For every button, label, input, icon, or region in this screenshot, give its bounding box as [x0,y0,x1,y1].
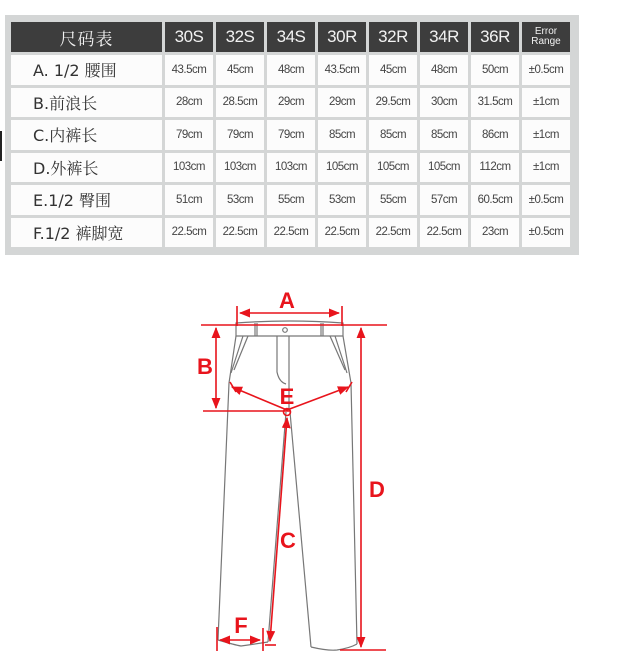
table-cell: 31.5cm [471,88,519,118]
table-cell: 105cm [420,153,468,183]
size-header: 32R [369,22,417,52]
table-cell: 50cm [471,55,519,85]
table-cell: 22.5cm [165,218,213,248]
pants-measurement-diagram [0,270,617,669]
label-b: B [197,354,213,379]
error-cell: ±0.5cm [522,55,570,85]
row-label-front-rise: B.前浪长 [11,88,162,118]
table-cell: 79cm [267,120,315,150]
error-header-line2: Range [531,36,561,47]
table-cell: 43.5cm [318,55,366,85]
label-d: D [369,477,385,502]
table-cell: 103cm [216,153,264,183]
label-e: E [279,384,295,409]
left-edge-mark [0,131,2,161]
table-cell: 53cm [318,185,366,215]
table-cell: 60.5cm [471,185,519,215]
table-cell: 55cm [369,185,417,215]
table-cell: 79cm [165,120,213,150]
table-cell: 28.5cm [216,88,264,118]
table-cell: 85cm [318,120,366,150]
pants-outline [218,321,357,650]
label-a: A [279,288,295,313]
error-cell: ±1cm [522,120,570,150]
error-cell: ±1cm [522,88,570,118]
table-cell: 43.5cm [165,55,213,85]
size-chart-table [11,22,570,247]
table-cell: 103cm [267,153,315,183]
table-cell: 103cm [165,153,213,183]
table-cell: 105cm [318,153,366,183]
table-cell: 23cm [471,218,519,248]
size-header: 30R [318,22,366,52]
row-label-hip: E.1/2 臀围 [11,185,162,215]
row-label-leg-opening: F.1/2 裤脚宽 [11,218,162,248]
label-f: F [234,613,248,638]
table-cell: 29cm [267,88,315,118]
table-cell: 22.5cm [318,218,366,248]
table-cell: 105cm [369,153,417,183]
table-title: 尺码表 [11,22,162,52]
size-header: 30S [165,22,213,52]
measurement-lines [201,306,387,651]
table-cell: 45cm [216,55,264,85]
table-cell: 57cm [420,185,468,215]
error-cell: ±1cm [522,153,570,183]
table-cell: 45cm [369,55,417,85]
table-cell: 53cm [216,185,264,215]
error-header-line1: Error [534,26,558,37]
table-cell: 85cm [420,120,468,150]
table-cell: 79cm [216,120,264,150]
row-label-outseam: D.外裤长 [11,153,162,183]
size-header: 36R [471,22,519,52]
table-cell: 55cm [267,185,315,215]
label-c: C [280,528,296,553]
table-cell: 51cm [165,185,213,215]
row-label-waist: A. 1/2 腰围 [11,55,162,85]
table-cell: 48cm [267,55,315,85]
size-header: 34S [267,22,315,52]
table-cell: 85cm [369,120,417,150]
error-cell: ±0.5cm [522,218,570,248]
table-cell: 28cm [165,88,213,118]
table-cell: 29cm [318,88,366,118]
table-cell: 30cm [420,88,468,118]
table-cell: 22.5cm [216,218,264,248]
error-range-header [522,22,570,52]
table-cell: 48cm [420,55,468,85]
row-label-inseam: C.内裤长 [11,120,162,150]
table-cell: 22.5cm [369,218,417,248]
table-cell: 22.5cm [267,218,315,248]
table-cell: 29.5cm [369,88,417,118]
size-header: 34R [420,22,468,52]
size-header: 32S [216,22,264,52]
error-cell: ±0.5cm [522,185,570,215]
table-cell: 22.5cm [420,218,468,248]
table-cell: 86cm [471,120,519,150]
table-cell: 112cm [471,153,519,183]
